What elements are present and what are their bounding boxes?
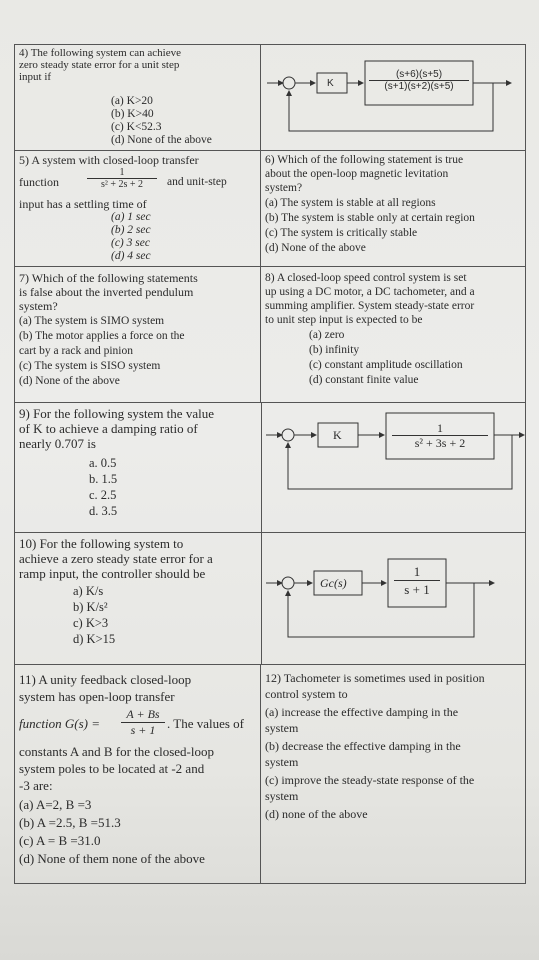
q10-transfer-function <box>394 563 440 598</box>
q11-cell <box>15 665 261 883</box>
q5-stem-2: input has a settling time of <box>19 197 147 211</box>
q6-option-b[interactable]: (b) The system is stable only at certain region <box>265 212 475 224</box>
q6-stem-1: 6) Which of the following statement is true <box>265 154 464 166</box>
q10-diagram-cell <box>261 533 527 664</box>
q5-tf-numerator: 1 <box>87 167 157 179</box>
q12-option-b[interactable]: (b) decrease the effective damping in the <box>265 739 461 753</box>
q12-option-b-cont: system <box>265 755 299 769</box>
q11-stem-1: 11) A unity feedback closed-loop <box>19 672 192 687</box>
q4-text-cell <box>15 45 261 150</box>
summing-junction-icon <box>282 577 294 589</box>
q9-option-c[interactable]: c. 2.5 <box>89 488 117 502</box>
q7-stem-3: system? <box>19 299 58 313</box>
q4-option-c[interactable]: (c) K<52.3 <box>111 121 162 133</box>
q6-stem-3: system? <box>265 182 303 194</box>
q6-option-a[interactable]: (a) The system is stable at all regions <box>265 197 436 209</box>
q4-diagram-cell <box>261 45 527 150</box>
q7-cell <box>15 267 261 402</box>
q10-option-d[interactable]: d) K>15 <box>73 632 116 646</box>
row-q5-q6 <box>15 151 525 267</box>
q8-option-d[interactable]: (d) constant finite value <box>309 374 419 386</box>
q6-option-d[interactable]: (d) None of the above <box>265 242 366 254</box>
q5-cell <box>15 151 261 266</box>
q8-stem-1: 8) A closed-loop speed control system is set <box>265 272 467 284</box>
q12-option-a[interactable]: (a) increase the effective damping in the <box>265 705 459 719</box>
q5-option-d[interactable]: (d) 4 sec <box>111 250 151 262</box>
q12-option-c-cont: system <box>265 789 299 803</box>
q4-stem-3: input if <box>19 71 52 83</box>
q9-diagram-cell <box>261 403 527 532</box>
q7-option-b-cont: cart by a rack and pinion <box>19 345 133 357</box>
row-q7-q8 <box>15 267 525 403</box>
q11-stem-4: constants A and B for the closed-loop <box>19 744 214 759</box>
q10-tf-numerator: 1 <box>394 563 440 581</box>
q9-text-cell <box>15 403 261 532</box>
q7-stem-1: 7) Which of the following statements <box>19 271 198 285</box>
q8-stem-4: to unit step input is expected to be <box>265 314 423 326</box>
q9-transfer-function <box>392 421 488 450</box>
q7-option-c[interactable]: (c) The system is SISO system <box>19 360 161 372</box>
q6-cell <box>261 151 527 266</box>
question-grid <box>14 44 526 884</box>
q11-option-b[interactable]: (b) A =2.5, B =51.3 <box>19 815 121 830</box>
q7-option-a[interactable]: (a) The system is SIMO system <box>19 315 165 327</box>
q4-tf-denominator: (s+1)(s+2)(s+5) <box>384 81 454 92</box>
q9-option-b[interactable]: b. 1.5 <box>89 472 118 486</box>
q4-block-diagram <box>261 45 527 151</box>
q10-stem-3: ramp input, the controller should be <box>19 566 206 581</box>
q4-tf-numerator: (s+6)(s+5) <box>369 69 469 81</box>
q8-option-b[interactable]: (b) infinity <box>309 344 360 356</box>
q10-tf-denominator: s + 1 <box>404 582 430 597</box>
q5-stem-1b: and unit-step <box>167 176 227 188</box>
q11-function-word: function G(s) = <box>19 716 100 731</box>
summing-junction-icon <box>283 77 295 89</box>
q4-stem-1: 4) The following system can achieve <box>19 47 181 59</box>
q4-option-d[interactable]: (d) None of the above <box>111 134 212 146</box>
q12-option-c[interactable]: (c) improve the steady-state response of the <box>265 773 475 787</box>
q7-stem-2: is false about the inverted pendulum <box>19 285 194 299</box>
q8-option-a[interactable]: (a) zero <box>309 329 345 341</box>
q10-text-cell <box>15 533 261 664</box>
q9-stem-3: nearly 0.707 is <box>19 436 96 451</box>
q12-stem-1: 12) Tachometer is sometimes used in position <box>265 671 485 685</box>
q10-option-b[interactable]: b) K/s² <box>73 600 108 614</box>
q5-tf-denominator: s² + 2s + 2 <box>100 179 144 190</box>
q9-stem-2: of K to achieve a damping ratio of <box>19 421 198 436</box>
q11-transfer-function <box>121 707 165 738</box>
q11-option-d[interactable]: (d) None of them none of the above <box>19 851 205 866</box>
q12-option-a-cont: system <box>265 721 299 735</box>
q9-tf-denominator: s² + 3s + 2 <box>414 436 466 450</box>
q6-option-c[interactable]: (c) The system is critically stable <box>265 227 418 239</box>
q6-stem-2: about the open-loop magnetic levitation <box>265 168 449 180</box>
q8-stem-3: summing amplifier. System steady-state error <box>265 300 475 312</box>
q4-option-a[interactable]: (a) K>20 <box>111 95 153 107</box>
q5-stem-1: 5) A system with closed-loop transfer <box>19 153 199 167</box>
q12-cell <box>261 665 527 883</box>
q5-function-word: function <box>19 175 59 189</box>
q8-option-c[interactable]: (c) constant amplitude oscillation <box>309 359 463 371</box>
q10-controller-label: Gc(s) <box>320 576 347 590</box>
summing-junction-icon <box>282 429 294 441</box>
q9-option-d[interactable]: d. 3.5 <box>89 504 118 518</box>
q4-transfer-function <box>369 69 469 92</box>
row-q4 <box>15 45 525 151</box>
row-q10 <box>15 533 525 665</box>
q7-option-d[interactable]: (d) None of the above <box>19 375 120 387</box>
row-q9 <box>15 403 525 533</box>
q10-option-a[interactable]: a) K/s <box>73 584 104 598</box>
q11-stem-6: -3 are: <box>19 778 53 793</box>
row-q11-q12 <box>15 665 525 883</box>
q5-option-c[interactable]: (c) 3 sec <box>111 237 150 249</box>
q5-option-a[interactable]: (a) 1 sec <box>111 211 151 223</box>
q10-stem-1: 10) For the following system to <box>19 536 184 551</box>
q9-tf-numerator: 1 <box>392 421 488 436</box>
q4-stem-2: zero steady state error for a unit step <box>19 59 180 71</box>
q11-tf-numerator: A + Bs <box>121 707 165 723</box>
q9-option-a[interactable]: a. 0.5 <box>89 456 117 470</box>
q7-option-b[interactable]: (b) The motor applies a force on the <box>19 330 185 342</box>
q9-gain-label: K <box>333 428 342 442</box>
q9-stem-1: 9) For the following system the value <box>19 406 214 421</box>
q11-option-c[interactable]: (c) A = B =31.0 <box>19 833 101 848</box>
q4-option-b[interactable]: (b) K>40 <box>111 108 154 120</box>
q4-gain-label: K <box>327 78 334 89</box>
q10-stem-2: achieve a zero steady state error for a <box>19 551 213 566</box>
q11-stem-5: system poles to be located at -2 and <box>19 761 205 776</box>
q10-block-diagram <box>262 533 528 665</box>
q8-cell <box>261 267 527 402</box>
q5-transfer-function <box>87 167 157 190</box>
q10-option-c[interactable]: c) K>3 <box>73 616 109 630</box>
q11-stem-3: . The values of <box>167 716 245 731</box>
q12-stem-2: control system to <box>265 687 348 701</box>
q11-stem-2: system has open-loop transfer <box>19 689 175 704</box>
q12-option-d[interactable]: (d) none of the above <box>265 807 368 821</box>
q11-option-a[interactable]: (a) A=2, B =3 <box>19 797 92 812</box>
q8-stem-2: up using a DC motor, a DC tachometer, and a <box>265 286 475 298</box>
q5-option-b[interactable]: (b) 2 sec <box>111 224 151 236</box>
q11-tf-denominator: s + 1 <box>130 723 156 737</box>
